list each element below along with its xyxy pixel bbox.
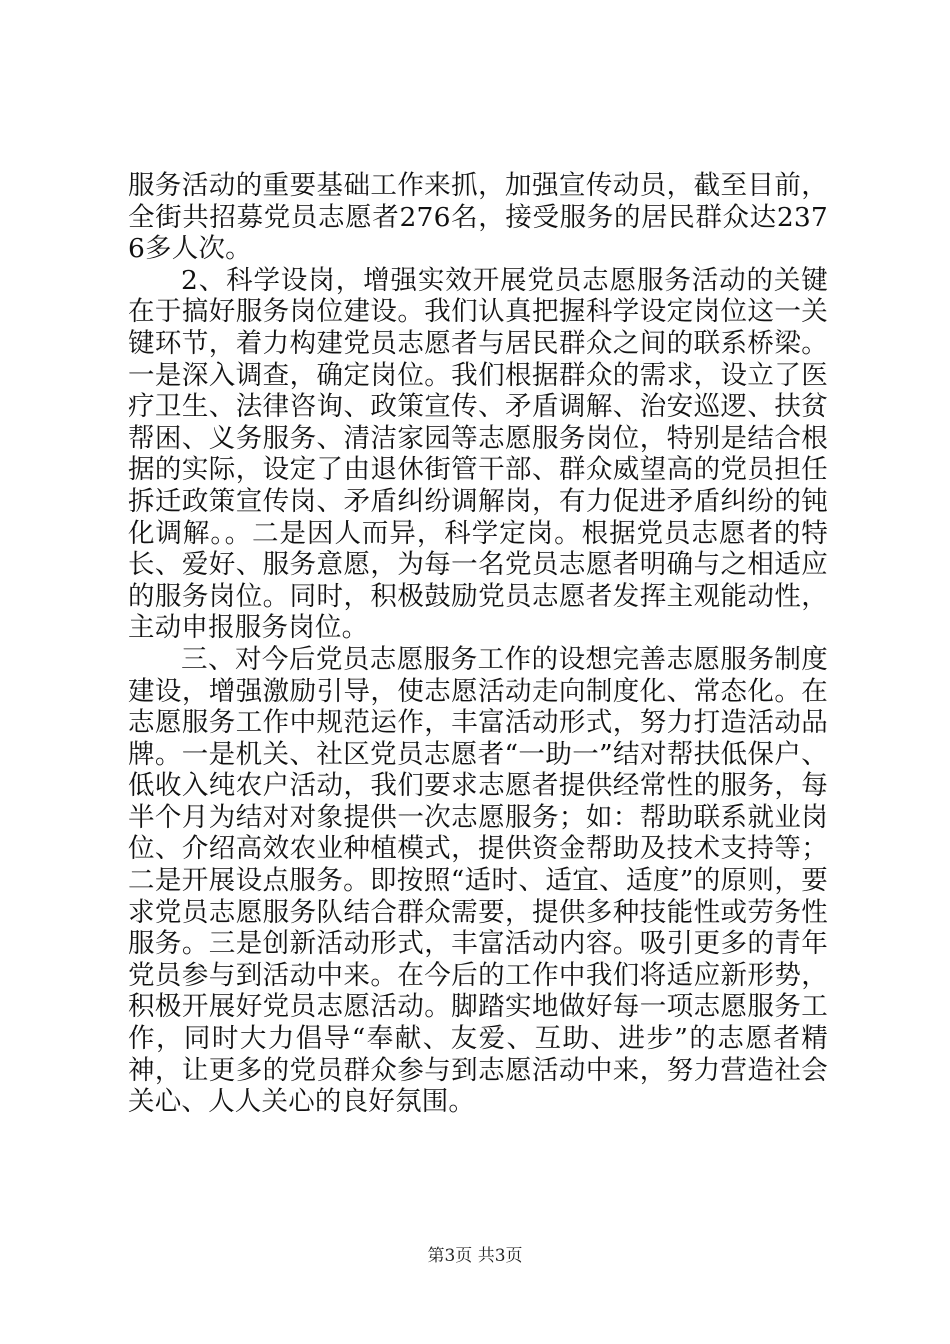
- document-body: [128, 170, 828, 1118]
- paragraph-section-2: 2、科学设岗，增强实效开展党员志愿服务活动的关键在于搞好服务岗位建设。我们认真把握科学设定岗位这一关键环节，着力构建党员志愿者与居民群众之间的联系桥梁。一是深入调查，确定岗位。我们根据群众的需求，设立了医疗卫生、法律咨询、政策宣传、矛盾调解、治安巡逻、扶贫帮困、义务服务、清洁家园等志愿服务岗位，特别是结合根据的实际，设定了由退休街管干部、群众威望高的党员担任拆迁政策宣传岗、矛盾纠纷调解岗，有力促进矛盾纠纷的钝化调解。。二是因人而异，科学定岗。根据党员志愿者的特长、爱好、服务意愿，为每一名党员志愿者明确与之相适应的服务岗位。同时，积极鼓励党员志愿者发挥主观能动性，主动申报服务岗位。: [128, 264, 828, 644]
- paragraph-section-3: 三、对今后党员志愿服务工作的设想完善志愿服务制度建设，增强激励引导，使志愿活动走向制度化、常态化。在志愿服务工作中规范运作，丰富活动形式，努力打造活动品牌。一是机关、社区党员志愿者“一助一”结对帮扶低保户、低收入纯农户活动，我们要求志愿者提供经常性的服务，每半个月为结对对象提供一次志愿服务；如：帮助联系就业岗位、介绍高效农业种植模式，提供资金帮助及技术支持等；二是开展设点服务。即按照“适时、适宜、适度”的原则，要求党员志愿服务队结合群众需要，提供多种技能性或劳务性服务。三是创新活动形式，丰富活动内容。吸引更多的青年党员参与到活动中来。在今后的工作中我们将适应新形势，积极开展好党员志愿活动。脚踏实地做好每一项志愿服务工作，同时大力倡导“奉献、友爱、互助、进步”的志愿者精神，让更多的党员群众参与到志愿活动中来，努力营造社会关心、人人关心的良好氛围。: [128, 643, 828, 1118]
- page-footer: 第3页 共3页: [427, 1246, 523, 1266]
- paragraph-continuation: 服务活动的重要基础工作来抓，加强宣传动员，截至目前，全街共招募党员志愿者276名，接受服务的居民群众达2376多人次。: [128, 170, 828, 265]
